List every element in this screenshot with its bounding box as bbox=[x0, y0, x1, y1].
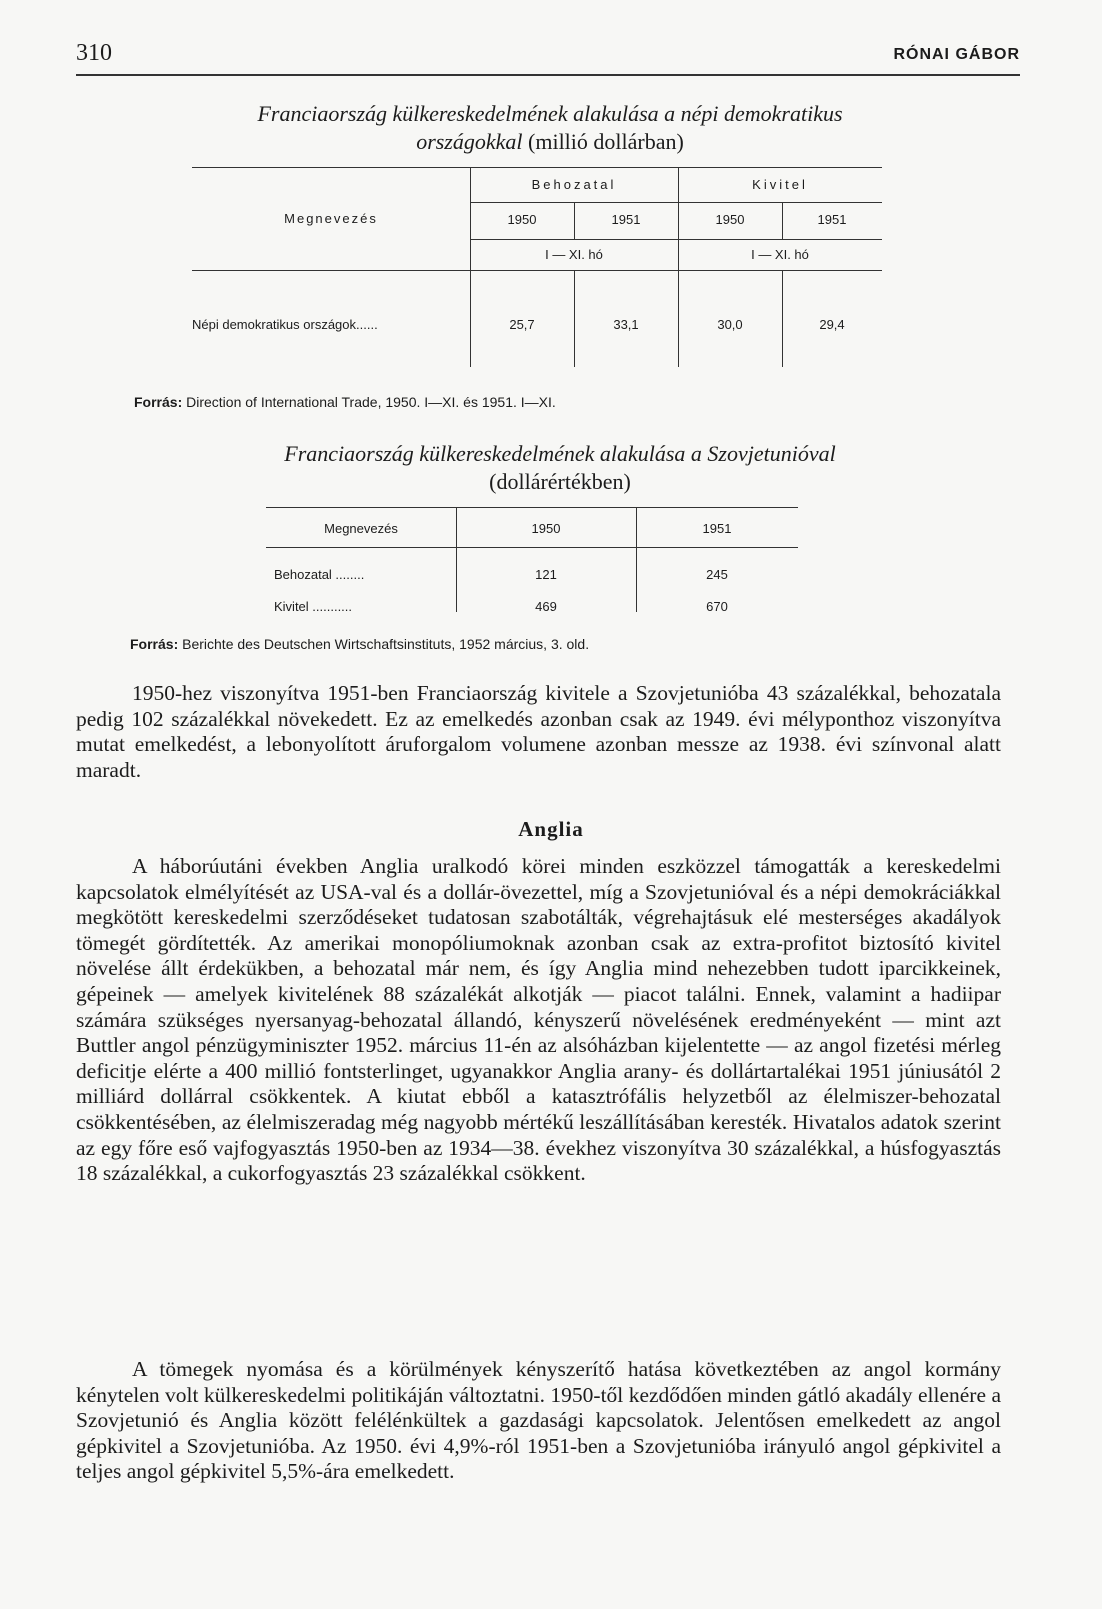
paragraph: 1950-hez viszonyítva 1951-ben Franciaország kivitele a Szovjetunióba 43 százalékkal, behozatala pedig 102 százalékkal növekedett. Ez az emelkedés azonban csak az 1949. évi mélyponthoz viszonyítva mutat emelkedést, a lebonyolított áruforgalom volumene azonban messze az 1938. évi színvonal alatt maradt. bbox=[76, 681, 1001, 782]
table2-title-line2: (dollárértékben) bbox=[489, 469, 631, 494]
table1-row-label: Népi demokratikus országok...... bbox=[192, 317, 378, 332]
table1-year: 1951 bbox=[817, 212, 847, 227]
table2-row-label: Behozatal ........ bbox=[274, 567, 365, 582]
table2-year: 1951 bbox=[702, 521, 732, 536]
table1-period-import: I — XI. hó bbox=[545, 247, 603, 262]
table1-period-export: I — XI. hó bbox=[751, 247, 809, 262]
running-head: RÓNAI GÁBOR bbox=[893, 46, 1020, 63]
table1-year: 1951 bbox=[611, 212, 641, 227]
table2-title-line1: Franciaország külkereskedelmének alakulása a Szovjetunióval bbox=[284, 441, 836, 466]
source1 bbox=[134, 394, 556, 410]
paragraph: A tömegek nyomása és a körülmények kényszerítő hatása következtében az angol kormány kénytelen volt külkereskedelmi politikáján változtatni. 1950-től kezdődően minden gátló akadály ellenére a Szovjetunió és Anglia között felélénkültek a gazdasági kapcsolatok. Jelentősen emelkedett az angol gépkivitel a Szovjetunióba. Az 1950. évi 4,9%-ról 1951-ben a Szovjetunióba irányuló angol gépkivitel a teljes angol gépkivitel 5,5%-ára emelkedett. bbox=[76, 1357, 1001, 1484]
table2-title bbox=[110, 440, 1010, 496]
table1-value: 25,7 bbox=[509, 317, 535, 332]
page-header bbox=[76, 40, 1020, 76]
table2-col-label: Megnevezés bbox=[324, 521, 398, 536]
table1-year: 1950 bbox=[715, 212, 745, 227]
table1-title bbox=[100, 100, 1000, 156]
source2-label: Forrás: bbox=[130, 636, 179, 652]
table1-col-label: Megnevezés bbox=[284, 211, 378, 226]
table1-title-line1: Franciaország külkereskedelmének alakulása a népi demokratikus bbox=[257, 101, 843, 126]
source1-text: Direction of International Trade, 1950. I—XI. és 1951. I—XI. bbox=[186, 394, 556, 410]
table2 bbox=[266, 507, 798, 619]
source1-label: Forrás: bbox=[134, 394, 183, 410]
table1-value: 33,1 bbox=[613, 317, 639, 332]
table1-group-export: Kivitel bbox=[752, 177, 808, 192]
table1-title-line2 bbox=[100, 128, 1000, 156]
source2-text: Berichte des Deutschen Wirtschaftsinstituts, 1952 március, 3. old. bbox=[182, 636, 590, 652]
table1-title-line2-italic: országokkal bbox=[416, 129, 523, 154]
table1-year: 1950 bbox=[507, 212, 537, 227]
table2-year: 1950 bbox=[531, 521, 561, 536]
table1-title-line2-rest: (millió dollárban) bbox=[528, 129, 684, 154]
paragraph: A háborúutáni években Anglia uralkodó körei minden eszközzel támogatták a kereskedelmi kapcsolatok elmélyítését az USA-val és a dollár-övezettel, míg a Szovjetunióval és a népi demokráciákkal megkötött kereskedelmi szerződéseket tudatosan szabotálták, végrehajtásuk elé mesterséges akadályok tömegét gördítették. Az amerikai monopóliumoknak azonban csak az extra-profitot biztosító kivitel növelése állt érdekükben, a behozatal már nem, és így Anglia mind nehezebben tudott iparcikkeinek, gépeinek — amelyek kivitelének 88 százalékát alkotják — piacot találni. Ennek, valamint a hadiipar számára szükséges nyersanyag-behozatal állandó, kényszerű növelésének eredményeként — mint azt Buttler angol pénzügyminiszter 1952. március 11-én az alsóházban kijelentette — az angol fizetési mérleg deficitje elérte a 400 millió fontsterlinget, ugyanakkor Anglia arany- és dollártartalékai 1951 júniusától 2 milliárd dollárral csökkentek. A kiutat ebből a katasztrófális helyzetből az élelmiszer-behozatal csökkentésében, az élelmiszeradag még nagyobb mértékű leszállításában keresték. Hivatalos adatok szerint az egy főre eső vajfogyasztás 1950-ben az 1934—38. évekhez viszonyítva 30 százalékkal, a húsfogyasztás 18 százalékkal, a cukorfogyasztás 23 százalékkal csökkent. bbox=[76, 854, 1001, 1186]
table1 bbox=[192, 167, 882, 387]
table1-value: 29,4 bbox=[819, 317, 845, 332]
table2-value: 121 bbox=[535, 567, 557, 582]
table1-value: 30,0 bbox=[717, 317, 743, 332]
source2 bbox=[130, 636, 589, 652]
table2-value: 245 bbox=[706, 567, 728, 582]
table1-group-import: Behozatal bbox=[531, 177, 617, 192]
page-number: 310 bbox=[76, 40, 112, 66]
table2-row-label: Kivitel ........... bbox=[274, 599, 353, 614]
table2-value: 670 bbox=[706, 599, 728, 614]
table2-value: 469 bbox=[535, 599, 557, 614]
section-heading: Anglia bbox=[518, 817, 584, 841]
